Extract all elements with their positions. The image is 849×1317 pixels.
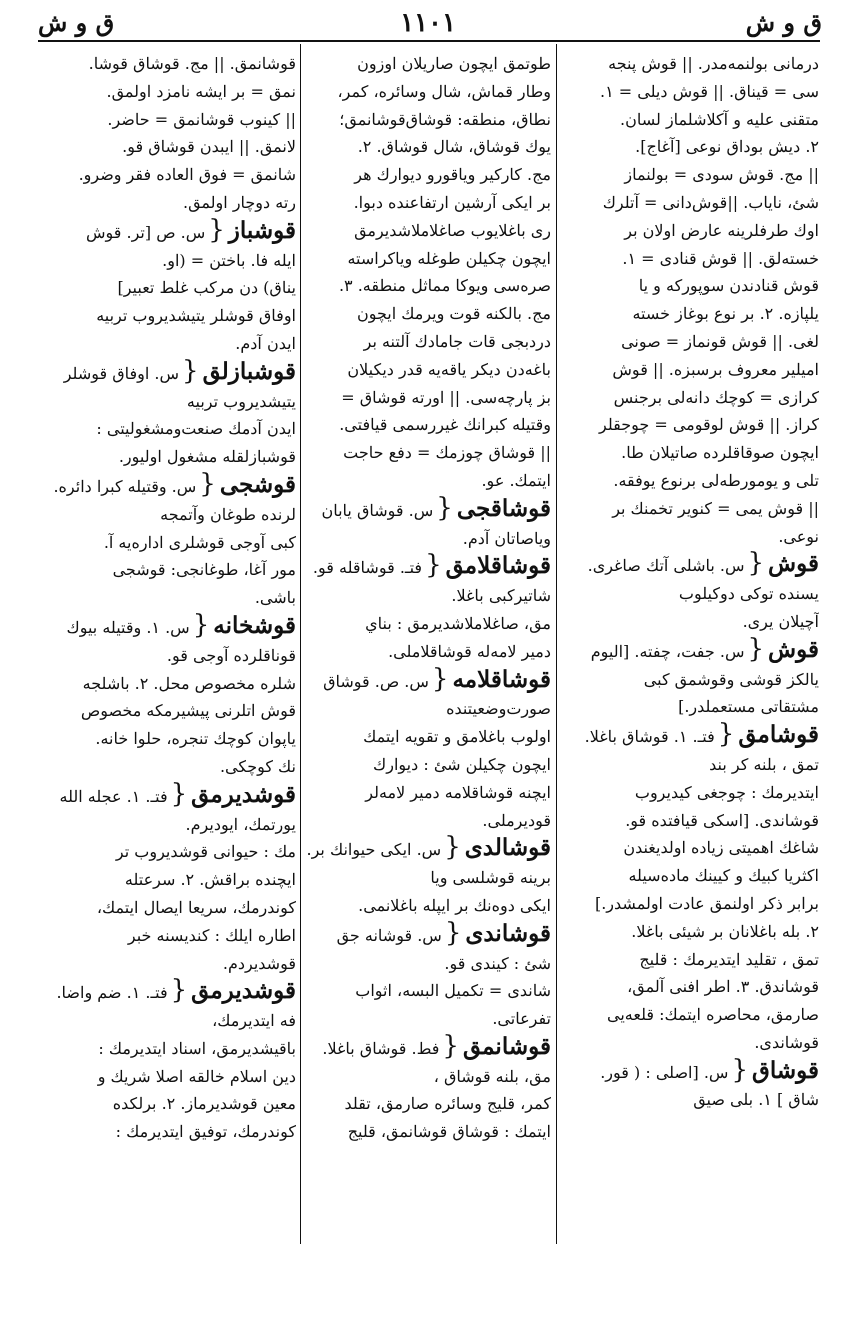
dictionary-entry	[305, 834, 551, 919]
entry-text: قوشاندى.	[754, 1032, 819, 1052]
dictionary-entry	[561, 636, 819, 721]
text-line: قوش قنادندن سوپوركه و يا	[638, 276, 819, 296]
entry-text: فط. قوشاق باغلا.	[322, 1038, 440, 1058]
text-line: كرازى = كوچك دانه‌لى برجنس	[613, 387, 819, 407]
entry-text: صورت‌وضعيتنده	[446, 699, 551, 719]
entry-text: س. [اصلى : ( قور.	[600, 1062, 729, 1082]
entry-text: س. قوشاق يابان	[321, 500, 434, 520]
text-line: نطاق، منطقه: قوشاق‌قوشانمق؛	[339, 109, 551, 129]
entry-line	[44, 1118, 296, 1146]
entry-line	[44, 1063, 296, 1091]
entry-line	[44, 471, 296, 501]
entry-line	[305, 666, 551, 696]
entry-text: تمق ، تقليد ايتديرمك : قليج	[639, 949, 819, 969]
entry-text: ايكى دوه‌نك بر ايپله باغلانمى.	[358, 895, 551, 915]
text-line: لغى. || قوش قونماز = صونى	[621, 331, 819, 351]
entry-line	[561, 834, 819, 862]
entry-headword: قوشاندى	[465, 919, 551, 947]
entry-text: ايدن آدم.	[235, 333, 296, 353]
entry-line	[44, 274, 296, 302]
entry-text: فه ايتديرمك،	[212, 1011, 296, 1031]
entry-line	[44, 529, 296, 557]
entry-text: قوشاندى. [اسكى قيافتده قو.	[625, 810, 819, 830]
entry-line	[305, 1090, 551, 1118]
entry-line	[561, 1001, 819, 1029]
entry-headword: قوشاقلامق	[445, 552, 551, 580]
entry-line	[44, 247, 296, 275]
entry-text: ياپوان كوچك تنجره، حلوا خانه.	[95, 729, 296, 749]
dictionary-entry	[305, 495, 551, 553]
dictionary-entry	[305, 552, 551, 665]
entry-line	[44, 977, 296, 1007]
running-head-right: ق و ش	[745, 8, 822, 37]
text-line: يلپازه. ٢. بر نوع بوغاز خسته	[632, 304, 819, 324]
column-left	[44, 50, 296, 1240]
entry-text: س. ايكى حيوانك بر.	[306, 840, 442, 860]
entry-text: س. ص. قوشاق	[323, 671, 429, 691]
entry-text: آچيلان يرى.	[742, 611, 819, 631]
entry-text: اولوب باغلامق و تقويه ايتمك	[363, 727, 551, 747]
text-line: || قوشاق چوزمك = دفع حاجت	[343, 443, 551, 463]
entry-text: فتـ. ١. عجله الله	[59, 786, 168, 806]
entry-line	[305, 495, 551, 525]
dictionary-entry	[305, 666, 551, 835]
entry-headword: قوشبازلق	[202, 357, 296, 385]
entry-line	[305, 610, 551, 638]
entry-line	[561, 918, 819, 946]
entry-line	[561, 1029, 819, 1057]
running-head-left: ق و ش	[38, 8, 115, 37]
entry-text: يناق) دن مركب غلط تعبير]	[117, 278, 296, 298]
entry-line	[561, 550, 819, 580]
entry-line	[305, 864, 551, 892]
entry-line	[561, 693, 819, 721]
entry-text: مشتقاتى مستعملدر.]	[678, 697, 819, 717]
entry-text: مور آغا، طوغانجى: قوشجى	[112, 560, 296, 580]
entry-text: ايچنده براقش. ٢. سرعتله	[124, 870, 296, 890]
dictionary-entry	[44, 781, 296, 978]
text-line: دردبجى قات جامادك آلتنه بر	[363, 331, 551, 351]
page-number: ١١٠١	[400, 8, 456, 38]
entry-line	[44, 866, 296, 894]
entry-line	[561, 721, 819, 751]
entry-text: س. ١. وقتيله بيوك	[66, 617, 190, 637]
entry-text: ايتمك : قوشاق قوشانمق، قليج	[347, 1122, 551, 1142]
entry-line	[561, 946, 819, 974]
entry-text: كوندرمك، توفيق ايتديرمك :	[115, 1122, 296, 1142]
entry-text: برابر ذكر اولنمق عادت اولمشدر.]	[594, 893, 819, 913]
entry-line	[305, 950, 551, 978]
column-right	[561, 50, 819, 1240]
text-line: ايتمك. عو.	[481, 470, 551, 490]
brace-mark: {	[731, 1056, 748, 1085]
text-line: رى باغلايوب صاغلاملاشديرمق	[354, 220, 551, 240]
entry-text: صارمق، محاصره ايتمك: قلعه‌يى	[607, 1005, 819, 1025]
entry-text: مق، صاغلاملاشديرمق : بناي	[365, 613, 551, 633]
entry-headword: قوشباز	[228, 216, 296, 244]
entry-line	[44, 670, 296, 698]
entry-text: كمر، قليج وسائره صارمق، تقلد	[344, 1094, 551, 1114]
entry-line	[305, 638, 551, 666]
entry-line	[44, 894, 296, 922]
dictionary-entry	[305, 1033, 551, 1146]
entry-text: س. ص [تر. قوش	[85, 222, 206, 242]
text-line: مج. كاركير وياقورو ديوارك هر	[354, 165, 551, 185]
entry-line	[561, 807, 819, 835]
entry-line	[305, 977, 551, 1005]
brace-mark: {	[199, 470, 216, 499]
entry-line	[561, 890, 819, 918]
entry-text: ايله فا. باختن = (او.	[162, 250, 296, 270]
entry-text: اوفاق قوشلر يتيشديروب تربيه	[96, 306, 296, 326]
entry-line	[305, 525, 551, 553]
entry-text: فتـ. قوشاقله قو.	[312, 558, 423, 578]
entry-line	[44, 811, 296, 839]
column-divider	[300, 44, 301, 1244]
column-divider	[556, 44, 557, 1244]
entry-text: شاق ] ١. بلى صيق	[693, 1090, 819, 1110]
entry-line	[44, 556, 296, 584]
entry-text: س. وقتيله كبرا دائره.	[53, 476, 197, 496]
entry-text: باشى.	[254, 588, 296, 608]
entry-text: س. اوفاق قوشلر	[63, 363, 180, 383]
entry-text: قوشاندق. ٣. اطر افنى آلمق،	[627, 977, 819, 997]
entry-line	[44, 217, 296, 247]
text-line: مج. بالكنه قوت ويرمك ايچون	[356, 304, 551, 324]
entry-text: كوندرمك، سريعا ايصال ايتمك،	[96, 897, 296, 917]
entry-line	[44, 388, 296, 416]
text-line: ايچون چكيلن طوغله وياكراسته	[347, 248, 551, 268]
entry-text: ايچنه قوشاقلامه دمير لامه‌لر	[365, 782, 551, 802]
entry-headword: قوشخانه	[213, 611, 296, 639]
entry-text: اطاره ايلك : كنديسنه خبر	[127, 925, 296, 945]
text-line: لانمق. || ايبدن قوشاق قو.	[122, 137, 296, 157]
entry-text: شاتيركبى باغلا.	[451, 586, 551, 606]
entry-text: شئ : كيندى قو.	[444, 953, 551, 973]
brace-mark: {	[444, 919, 462, 948]
brace-mark: {	[170, 977, 188, 1006]
entry-headword: قوشامق	[738, 721, 819, 749]
entry-headword: قوشاقلامه	[452, 665, 551, 693]
entry-text: ايچون چكيلن شئ : ديوارك	[373, 754, 551, 774]
dictionary-entry	[561, 721, 819, 1057]
entry-line	[44, 302, 296, 330]
entry-headword: قوشجى	[219, 470, 296, 498]
entry-text: س. باشلى آتك صاغرى.	[587, 556, 745, 576]
entry-line	[44, 501, 296, 529]
entry-headword: قوش	[768, 635, 819, 663]
brace-mark: {	[444, 834, 461, 863]
entry-text: يتيشديروب تربيه	[186, 391, 296, 411]
text-line: طوتمق ايچون صاريلان اوزون	[357, 54, 551, 73]
entry-line	[561, 666, 819, 694]
entry-text: كبى آوجى قوشلرى اداره‌يه ‌آ.	[103, 532, 296, 552]
entry-line	[305, 552, 551, 582]
entry-line	[561, 1057, 819, 1087]
text-line: بر ايكى آرشين ارتفاعنده دبوا.	[353, 192, 551, 212]
text-line: رته دوچار اولمق.	[183, 192, 296, 212]
dictionary-entry	[44, 612, 296, 781]
header-rule	[38, 40, 820, 42]
entry-line	[44, 1007, 296, 1035]
entry-line	[561, 608, 819, 636]
entry-text: دمير لامه‌له قوشاقلاملى.	[388, 641, 551, 661]
entry-text: يالكز قوشى وقوشمق كبى	[643, 669, 819, 689]
entry-line	[561, 862, 819, 890]
dictionary-entry	[44, 358, 296, 471]
text-line: درمانى بولنمەمدر. || قوش پنجه‌	[608, 54, 819, 73]
entry-line	[561, 973, 819, 1001]
dictionary-page	[28, 0, 828, 1317]
dictionary-entry	[561, 550, 819, 635]
entry-text: مق، بلنه قوشاق ،	[433, 1066, 551, 1086]
entry-line	[305, 1005, 551, 1033]
entry-line	[305, 807, 551, 835]
entry-text: باقيشديرمق، اسناد ايتديرمك :	[98, 1038, 296, 1058]
entry-headword: قوشالدى	[464, 834, 551, 862]
entry-text: ٢. بله باغلانان بر شيئى باغلا.	[631, 921, 819, 941]
text-line: نوعى.	[778, 526, 819, 546]
text-line: وقتيله كبرانك غيررسمى قيافتى.	[339, 415, 551, 435]
text-line: || مج. قوش سودى = بولنماز	[624, 165, 819, 185]
text-line: نمق = بر ايشه نامزد اولمق.	[106, 81, 296, 101]
text-line: كراز. || قوش لوقومى = چوجقلر	[599, 415, 819, 435]
entry-text: قوشديردم.	[222, 953, 296, 973]
entry-line	[44, 838, 296, 866]
entry-headword: قوشاق	[751, 1056, 819, 1084]
dictionary-entry	[305, 920, 551, 1033]
entry-line	[44, 725, 296, 753]
entry-text: ايدن آدمك صنعت‌ومشغوليتى :	[96, 419, 296, 439]
entry-text: ايتديرمك : چوجغى كيديروب	[634, 782, 819, 802]
entry-line	[305, 695, 551, 723]
brace-mark: {	[182, 357, 199, 386]
entry-text: قوش اتلرنى پيشيرمكه مخصوص	[80, 701, 296, 721]
entry-text: شاغك اهميتى زياده اولديغندن	[623, 838, 819, 858]
running-head	[28, 6, 828, 42]
entry-line	[44, 922, 296, 950]
entry-line	[44, 950, 296, 978]
text-line: وطار قماش، شال وسائره، كمر،	[337, 81, 551, 101]
entry-headword: قوشانمق	[462, 1032, 551, 1060]
entry-line	[44, 753, 296, 781]
entry-line	[561, 1086, 819, 1114]
text-line: شئ، ناياب. ||قوش‌دانى = آتلرك	[602, 192, 819, 212]
dictionary-entry	[44, 471, 296, 612]
entry-text: وياصاتان آدم.	[462, 528, 551, 548]
entry-line	[44, 1090, 296, 1118]
entry-headword: قوشاقجى	[456, 494, 551, 522]
entry-line	[44, 415, 296, 443]
entry-text: تفرعاتى.	[492, 1009, 551, 1029]
entry-text: يسنده توكى دوكيلوب	[678, 584, 819, 604]
entry-text: يورتمك، ايوديرم.	[185, 814, 296, 834]
entry-line	[44, 584, 296, 612]
dictionary-entry	[44, 217, 296, 358]
text-line: شانمق = فوق العاده فقر وضرو.	[78, 165, 296, 185]
entry-headword: قوشديرمق	[191, 780, 296, 808]
text-line: يوك قوشاق، شال قوشاق. ٢.	[357, 137, 551, 157]
text-line: || قوش يمى = كنوير تخمنك بر	[612, 498, 819, 518]
text-line: || كينوب قوشانمق = حاضر.	[107, 109, 296, 129]
entry-line	[44, 642, 296, 670]
brace-mark: {	[170, 780, 188, 809]
entry-line	[305, 892, 551, 920]
text-line: خسته‌لق. || قوش قنادى = ١.	[622, 248, 819, 268]
entry-line	[561, 779, 819, 807]
entry-line	[561, 580, 819, 608]
text-line: قوشانمق. || مج. قوشاق قوشا.	[88, 54, 296, 73]
entry-text: قوشبازلقله مشغول اوليور.	[118, 447, 296, 467]
text-line: ٢. ديش بوداق نوعى [آغاج].	[635, 137, 819, 157]
entry-line	[305, 779, 551, 807]
text-line: متقنى عليه و آكلاشلماز لسان.	[620, 109, 819, 129]
entry-text: نك كوچكى.	[219, 756, 296, 776]
entry-text: لرنده طوغان وآتمجه	[160, 504, 296, 524]
text-line: تلى و يومورطه‌لى برنوع يوفقه.	[613, 470, 819, 490]
entry-text: فتـ. ١. ضم واضا.	[56, 983, 168, 1003]
entry-headword: قوش	[768, 550, 819, 578]
entry-line	[305, 920, 551, 950]
entry-text: معين قوشديرماز. ٢. برلكده	[112, 1094, 296, 1114]
brace-mark: {	[192, 611, 210, 640]
brace-mark: {	[717, 721, 735, 750]
column-middle	[305, 50, 551, 1240]
entry-text: شاندى = تكميل البسه، اثواب	[355, 981, 551, 1001]
entry-text: اكثريا كبيك و كيينك ماده‌سيله	[628, 866, 819, 886]
entry-line	[44, 1035, 296, 1063]
text-line: سى = قيناق. || قوش ديلى = ١.	[600, 81, 819, 101]
entry-text: س. جفت، چفته. [اليوم	[590, 641, 745, 661]
entry-text: مك : حيوانى قوشديروب تر	[115, 842, 296, 862]
entry-line	[44, 358, 296, 388]
entry-line	[44, 443, 296, 471]
entry-text: فتـ. ١. قوشاق باغلا.	[584, 727, 715, 747]
entry-line	[561, 636, 819, 666]
text-line: صره‌سى ويوكا مماثل منطقه. ٣.	[338, 276, 551, 296]
entry-text: شلره مخصوص محل. ٢. باشلجه	[82, 673, 296, 693]
brace-mark: {	[431, 665, 449, 694]
brace-mark: {	[747, 635, 765, 664]
entry-line	[44, 330, 296, 358]
text-line: ايچون صوقاقلرده صاتيلان طا.	[621, 443, 819, 463]
entry-line	[305, 834, 551, 864]
entry-line	[44, 612, 296, 642]
entry-text: قوديرملى.	[482, 810, 551, 830]
text-line: باغه‌دن ديكر ياقه‌يه قدر ديكيلان	[347, 359, 551, 379]
entry-line	[44, 781, 296, 811]
dictionary-entry	[44, 977, 296, 1146]
entry-line	[305, 1063, 551, 1091]
entry-headword: قوشديرمق	[191, 977, 296, 1005]
entry-line	[305, 751, 551, 779]
text-line: اميلير معروف برسبزه. || قوش	[612, 359, 819, 379]
brace-mark: {	[747, 550, 765, 579]
entry-line	[305, 1118, 551, 1146]
text-line: بز پارچه‌سى. || اورته قوشاق =	[341, 387, 551, 407]
entry-text: س. قوشانه جق	[336, 925, 442, 945]
entry-line	[305, 1033, 551, 1063]
entry-text: تمق ، بلنه كر بند	[709, 754, 819, 774]
text-line: اوك طرفلرينه عارض اولان بر	[624, 220, 819, 240]
entry-line	[44, 697, 296, 725]
entry-text: دين اسلام خالقه اصلا شريك و	[97, 1066, 296, 1086]
entry-line	[561, 751, 819, 779]
entry-line	[305, 723, 551, 751]
brace-mark: {	[425, 552, 442, 581]
dictionary-entry	[561, 1057, 819, 1115]
brace-mark: {	[436, 494, 453, 523]
brace-mark: {	[208, 216, 225, 245]
entry-text: برينه قوشلسى ويا	[430, 868, 551, 888]
entry-line	[305, 582, 551, 610]
brace-mark: {	[442, 1032, 459, 1061]
entry-text: قوناقلرده آوجى قو.	[166, 645, 296, 665]
